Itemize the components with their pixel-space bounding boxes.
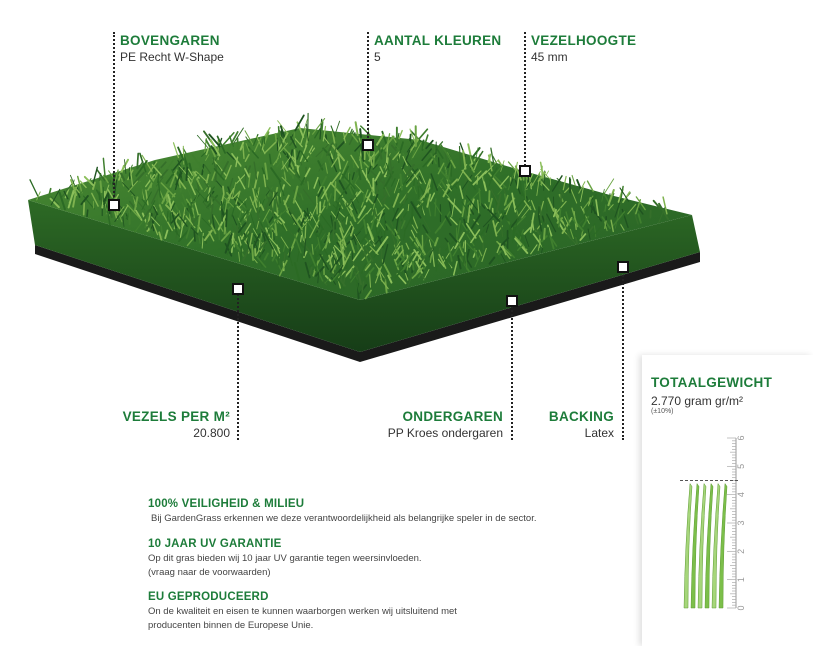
info-uv-guarantee	[148, 538, 588, 580]
ruler-tick-label: 4	[736, 492, 746, 498]
info-safety	[148, 498, 588, 526]
spec-vezelhoogte	[531, 33, 636, 64]
leader-line-aantal-kleuren	[367, 32, 369, 142]
info-text: Bij GardenGrass erkennen we deze verantwoordelijkheid als belangrijke speler in de sector.	[151, 513, 537, 524]
marker-aantal-kleuren	[362, 139, 374, 151]
spec-value: PE Recht W-Shape	[120, 49, 224, 64]
marker-backing	[617, 261, 629, 273]
fiber-blade	[691, 484, 699, 609]
spec-bovengaren	[120, 33, 224, 64]
leader-line-bovengaren	[113, 32, 115, 204]
total-weight-panel	[642, 355, 813, 646]
leader-line-ondergaren	[511, 302, 513, 440]
info-heading: 10 JAAR UV GARANTIE	[148, 538, 282, 550]
ruler-tick-label: 2	[736, 548, 746, 554]
leader-line-vezelhoogte	[524, 32, 526, 170]
marker-vezelhoogte	[519, 165, 531, 177]
ruler-tick-label: 6	[736, 435, 746, 441]
info-eu-produced	[148, 591, 588, 633]
spec-value: PP Kroes ondergaren	[387, 425, 503, 440]
spec-title: BACKING	[548, 409, 614, 424]
marker-ondergaren	[506, 295, 518, 307]
spec-aantal-kleuren	[374, 33, 501, 64]
leader-line-vezels-per-m2	[237, 290, 239, 440]
total-weight-value: 2.770 gram gr/m²	[651, 394, 744, 408]
info-text: On de kwaliteit en eisen te kunnen waarborgen werken wij uitsluitend met	[148, 606, 457, 617]
spec-backing	[549, 409, 614, 440]
fiber-blade	[712, 484, 720, 609]
ruler-tick-label: 5	[736, 463, 746, 469]
fiber-blade	[698, 484, 706, 609]
total-weight-note: (±10%)	[651, 408, 674, 415]
spec-value: 20.800	[193, 425, 230, 440]
info-heading: EU GEPRODUCEERD	[148, 591, 269, 603]
marker-vezels-per-m2	[232, 283, 244, 295]
fiber-blade	[719, 484, 727, 609]
total-weight-title: TOTAALGEWICHT	[651, 375, 773, 390]
spec-title: BOVENGAREN	[120, 33, 220, 48]
spec-title: VEZELS PER M²	[122, 409, 230, 424]
spec-value: Latex	[584, 425, 614, 440]
spec-ondergaren	[388, 409, 503, 440]
spec-value: 5	[374, 49, 381, 64]
leader-line-backing	[622, 268, 624, 440]
info-text-2: producenten binnen de Europese Unie.	[148, 619, 314, 631]
spec-vezels-per-m2	[123, 409, 230, 440]
info-text: Op dit gras bieden wij 10 jaar UV garantie tegen weersinvloeden.	[148, 553, 422, 564]
fiber-height-ruler	[642, 355, 813, 646]
spec-title: ONDERGAREN	[402, 409, 503, 424]
fiber-blade	[684, 484, 692, 609]
spec-value: 45 mm	[531, 49, 568, 64]
spec-title: AANTAL KLEUREN	[374, 33, 502, 48]
ruler-tick-label: 1	[736, 577, 746, 583]
fiber-blade	[705, 484, 713, 609]
marker-bovengaren	[108, 199, 120, 211]
ruler-tick-label: 0	[736, 605, 746, 611]
ruler-tick-label: 3	[736, 520, 746, 526]
info-text-note: (vraag naar de voorwaarden)	[148, 566, 271, 578]
info-heading: 100% VEILIGHEID & MILIEU	[148, 498, 305, 510]
spec-title: VEZELHOOGTE	[531, 33, 637, 48]
